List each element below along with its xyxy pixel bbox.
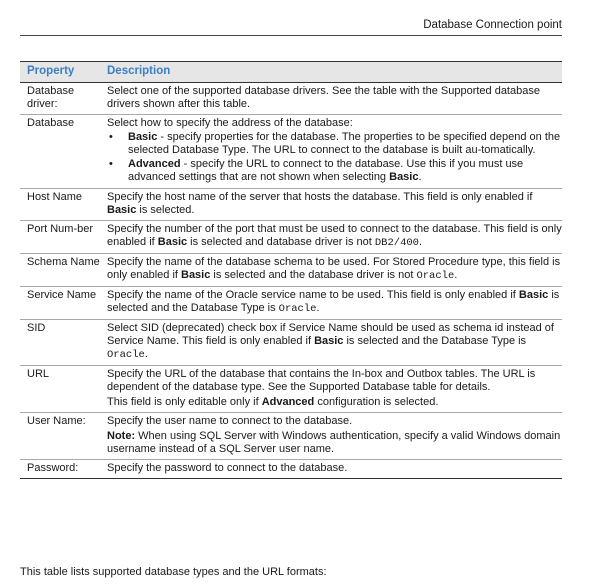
code-value: DB2/400 xyxy=(374,237,419,249)
table-row xyxy=(20,287,562,320)
bullet-icon: • xyxy=(109,131,113,143)
note-label: Note: xyxy=(107,430,136,442)
text: . xyxy=(418,236,423,248)
description-cell xyxy=(100,115,562,189)
description-paragraph xyxy=(107,396,562,409)
code-value: Oracle xyxy=(107,349,145,361)
note-paragraph xyxy=(107,430,562,456)
description-cell: Specify the password to connect to the database. xyxy=(100,460,562,479)
table-row xyxy=(20,320,562,366)
footer-text: This table lists supported database types and the URL formats: xyxy=(20,566,327,578)
option-list xyxy=(107,131,562,184)
term-basic: Basic xyxy=(518,289,549,301)
description-cell xyxy=(100,413,562,460)
property-cell: Port Num-ber xyxy=(20,221,100,254)
term-basic: Basic xyxy=(157,236,188,248)
text: Specify the host name of the server that hosts the database. This field is only enabled if xyxy=(107,191,533,203)
punctuation: . xyxy=(418,171,422,183)
property-cell: SID xyxy=(20,320,100,366)
property-cell: Database driver: xyxy=(20,83,100,115)
note-text: When using SQL Server with Windows authentication, specify a valid Windows domain username instead of a SQL Server user name. xyxy=(107,430,561,455)
list-item xyxy=(107,158,562,184)
table-row xyxy=(20,221,562,254)
description-cell xyxy=(100,221,562,254)
page-header xyxy=(20,19,562,36)
basic-description: - specify properties for the database. The properties to be specified depend on the selected Database Type. The URL to connect to the database is built au-tomatically. xyxy=(128,131,561,156)
column-header-property: Property xyxy=(20,62,100,83)
text: is selected and the Database Type is xyxy=(343,335,527,347)
table-row xyxy=(20,413,562,460)
text: is selected. xyxy=(136,204,195,216)
text: . xyxy=(454,269,458,281)
term-basic: Basic xyxy=(181,269,211,281)
table-row xyxy=(20,366,562,413)
description-cell xyxy=(100,189,562,221)
bullet-icon: • xyxy=(109,158,113,170)
text: . xyxy=(316,302,320,314)
property-cell: User Name: xyxy=(20,413,100,460)
property-cell: URL xyxy=(20,366,100,413)
code-value: Oracle xyxy=(416,270,455,282)
description-paragraph: Specify the URL of the database that contains the In-box and Outbox tables. The URL is dependent of the database type. See the Supported Database table for details. xyxy=(107,368,536,393)
property-cell: Schema Name xyxy=(20,254,100,287)
term-basic: Basic xyxy=(314,335,344,347)
term-basic: Basic xyxy=(107,204,137,216)
property-cell: Database xyxy=(20,115,100,189)
property-cell: Password: xyxy=(20,460,100,479)
table-row xyxy=(20,115,562,189)
text: . xyxy=(144,348,148,360)
text: Specify the number of the port that must be used to connect to the database. This field is only enabled if xyxy=(107,223,562,248)
text: This field is only editable only if xyxy=(107,396,262,408)
description-intro: Select how to specify the address of the database: xyxy=(107,117,353,129)
table-header-row xyxy=(20,62,562,83)
text: configuration is selected. xyxy=(314,396,439,408)
term-basic: Basic xyxy=(389,171,419,183)
description-cell xyxy=(100,254,562,287)
description-paragraph: Specify the user name to connect to the database. xyxy=(107,415,353,427)
description-cell xyxy=(100,287,562,320)
description-cell xyxy=(100,320,562,366)
header-title: Database Connection point xyxy=(423,19,562,31)
column-header-description: Description xyxy=(100,62,562,83)
table-row xyxy=(20,254,562,287)
text: Specify the name of the Oracle service name to be used. This field is only enabled if xyxy=(107,289,519,301)
text: Select SID (deprecated) check box if Service Name should be used as schema id instead of Service Name. This field is only enabled if xyxy=(107,322,554,347)
advanced-description: - specify the URL to connect to the database. Use this if you must use advanced settings that are not shown when selecting xyxy=(128,158,524,183)
description-cell xyxy=(100,366,562,413)
text: is selected and the Database Type is xyxy=(107,289,560,314)
term-advanced: Advanced xyxy=(261,396,315,408)
code-value: Oracle xyxy=(278,303,317,315)
description-cell: Select one of the supported database drivers. See the table with the Supported database drivers shown after this table. xyxy=(100,83,562,115)
table-row xyxy=(20,83,562,115)
table-row xyxy=(20,460,562,479)
property-cell: Host Name xyxy=(20,189,100,221)
text: is selected and the database driver is not xyxy=(210,269,417,281)
text: is selected and database driver is not xyxy=(187,236,375,248)
list-item xyxy=(107,131,562,157)
text: Specify the name of the database schema to be used. For Stored Procedure type, this field is only enabled if xyxy=(107,256,561,281)
property-table xyxy=(20,61,562,479)
term-advanced: Advanced xyxy=(128,158,181,170)
property-cell: Service Name xyxy=(20,287,100,320)
table-row xyxy=(20,189,562,221)
term-basic: Basic xyxy=(128,131,158,143)
